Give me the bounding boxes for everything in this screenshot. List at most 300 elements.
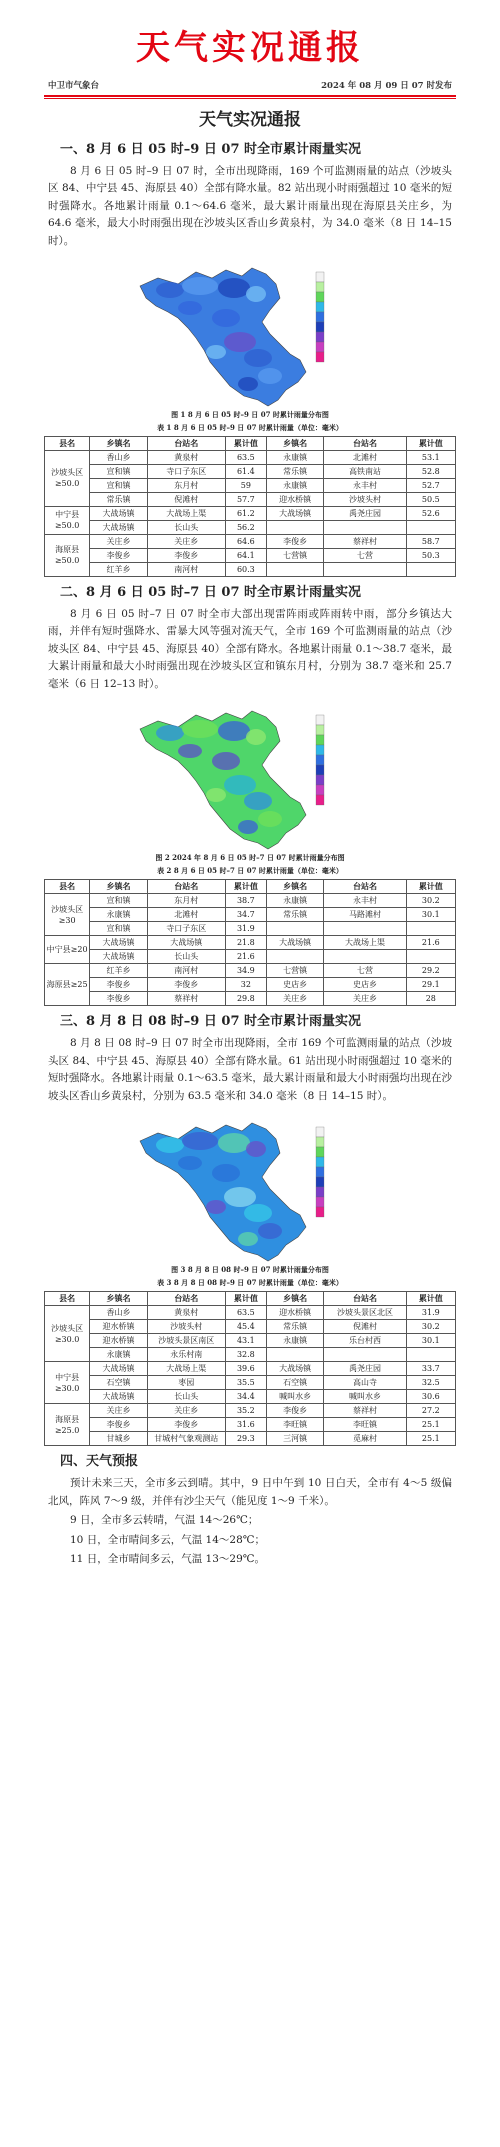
rain-patch: [182, 720, 218, 738]
table-cell: 觅麻村: [324, 1432, 406, 1446]
table-row: [45, 936, 456, 950]
forecast-line-1: 9 日，全市多云转晴，气温 14～26℃；: [70, 1514, 259, 1527]
publisher: 中卫市气象台: [48, 81, 100, 91]
table-cell: 21.8: [225, 936, 266, 950]
table-cell: 永丰村: [324, 894, 406, 908]
rain-patch: [206, 1200, 226, 1214]
table-cell: 七营: [324, 964, 406, 978]
table-header-cell: 县名: [45, 880, 90, 894]
table-row: [45, 964, 456, 978]
table-row: [45, 1376, 456, 1390]
table-cell: 香山乡: [90, 450, 148, 464]
table-cell: 大战场上渠: [147, 1362, 225, 1376]
table-cell: 甘城乡: [90, 1432, 148, 1446]
legend-swatch: [316, 1207, 324, 1217]
rain-patch: [212, 309, 240, 327]
table-cell: 31.6: [225, 1418, 266, 1432]
table-cell: 蔡祥村: [324, 534, 406, 548]
table-header-cell: 台站名: [147, 436, 225, 450]
table-cell: 喊叫水乡: [324, 1390, 406, 1404]
table-cell: 30.2: [406, 894, 455, 908]
table-cell: 高铁南站: [324, 464, 406, 478]
table-cell: 枣园: [147, 1376, 225, 1390]
rain-patch: [244, 792, 272, 810]
table-cell: 甘城村气象观测站: [147, 1432, 225, 1446]
table-cell: 21.6: [225, 950, 266, 964]
table-cell: 64.1: [225, 548, 266, 562]
table-cell: 30.1: [406, 1334, 455, 1348]
rainfall-table: [44, 1291, 456, 1446]
table-cell: 红羊乡: [90, 964, 148, 978]
table-cell: 61.2: [225, 506, 266, 520]
table-row: [45, 992, 456, 1006]
table-cell: 大战场镇: [90, 520, 148, 534]
table-cell: 39.6: [225, 1362, 266, 1376]
rain-patch: [178, 301, 202, 315]
table-header-cell: 县名: [45, 436, 90, 450]
table-cell: 大战场镇: [90, 1390, 148, 1404]
table-cell: [406, 922, 455, 936]
table-header-cell: 乡镇名: [90, 1292, 148, 1306]
rainfall-map: [130, 701, 370, 851]
table-cell: [406, 562, 455, 576]
table-cell: 南河村: [147, 964, 225, 978]
table-cell: 永丰村: [324, 478, 406, 492]
county-cell: 沙坡头区≥30: [45, 894, 90, 936]
table-header-cell: 乡镇名: [90, 436, 148, 450]
table-cell: 30.2: [406, 1320, 455, 1334]
table-cell: 常乐镇: [90, 492, 148, 506]
rain-patch: [206, 345, 226, 359]
table-header-cell: 台站名: [147, 880, 225, 894]
table-cell: 东月村: [147, 478, 225, 492]
legend-swatch: [316, 302, 324, 312]
table-caption: 表 1 8 月 6 日 05 时–9 日 07 时累计雨量（单位：毫米）: [157, 423, 343, 432]
county-cell: 中宁县≥20: [45, 936, 90, 964]
legend-swatch: [316, 765, 324, 775]
table-cell: [266, 922, 324, 936]
table-cell: 宣和镇: [90, 894, 148, 908]
table-cell: 43.1: [225, 1334, 266, 1348]
table-cell: 大战场镇: [266, 1362, 324, 1376]
table-cell: 21.6: [406, 936, 455, 950]
map-figure: [44, 701, 456, 851]
legend-swatch: [316, 332, 324, 342]
legend-swatch: [316, 312, 324, 322]
county-cell: 中宁县≥30.0: [45, 1362, 90, 1404]
map-figure: [44, 258, 456, 408]
table-row: [45, 1306, 456, 1320]
table-cell: 石空镇: [90, 1376, 148, 1390]
section-heading: 一、8 月 6 日 05 时–9 日 07 时全市累计雨量实况: [60, 141, 362, 157]
rain-patch: [224, 1187, 256, 1207]
legend-swatch: [316, 1137, 324, 1147]
table-header-row: [45, 880, 456, 894]
table-cell: 56.2: [225, 520, 266, 534]
table-cell: 52.8: [406, 464, 455, 478]
table-cell: 黄泉村: [147, 1306, 225, 1320]
table-cell: 李旺镇: [266, 1418, 324, 1432]
table-cell: 李俊乡: [90, 1418, 148, 1432]
table-cell: 永康镇: [90, 1348, 148, 1362]
table-cell: 60.3: [225, 562, 266, 576]
table-cell: 李俊乡: [147, 548, 225, 562]
table-cell: 倪滩村: [324, 1320, 406, 1334]
rain-patch: [212, 752, 240, 770]
county-cell: 海原县≥25: [45, 964, 90, 1006]
table-cell: 33.7: [406, 1362, 455, 1376]
table-header-cell: 乡镇名: [266, 880, 324, 894]
table-cell: 29.8: [225, 992, 266, 1006]
rain-patch: [182, 277, 218, 295]
masthead-title: 天气实况通报: [136, 28, 364, 68]
table-cell: 50.5: [406, 492, 455, 506]
table-cell: 禹尧庄园: [324, 506, 406, 520]
rainfall-table: [44, 436, 456, 577]
table-cell: 57.7: [225, 492, 266, 506]
table-cell: 南河村: [147, 562, 225, 576]
rain-patch: [212, 1164, 240, 1182]
table-header-cell: 乡镇名: [266, 1292, 324, 1306]
table-cell: 52.7: [406, 478, 455, 492]
table-cell: 蔡祥村: [324, 1404, 406, 1418]
rain-patch: [218, 1133, 250, 1153]
rain-patch: [156, 1137, 184, 1153]
table-cell: 29.2: [406, 964, 455, 978]
table-cell: [324, 562, 406, 576]
table-row: [45, 1404, 456, 1418]
table-cell: 迎水桥镇: [266, 492, 324, 506]
table-cell: [266, 520, 324, 534]
rainfall-table: [44, 879, 456, 1006]
table-cell: 寺口子东区: [147, 464, 225, 478]
table-cell: 长山头: [147, 1390, 225, 1404]
legend-swatch: [316, 292, 324, 302]
table-cell: 关庄乡: [324, 992, 406, 1006]
table-cell: 沙坡头景区北区: [324, 1306, 406, 1320]
figure-caption: 图 3 8 月 8 日 08 时–9 日 07 时累计雨量分布图: [171, 1265, 329, 1275]
rain-patch: [224, 332, 256, 352]
rain-patch: [178, 744, 202, 758]
table-cell: [266, 562, 324, 576]
table-cell: 东月村: [147, 894, 225, 908]
table-cell: 沙坡头村: [324, 492, 406, 506]
table-cell: 38.7: [225, 894, 266, 908]
table-cell: 关庄乡: [90, 1404, 148, 1418]
rain-patch: [246, 286, 266, 302]
table-cell: [406, 1348, 455, 1362]
legend-swatch: [316, 1127, 324, 1137]
table-cell: 30.1: [406, 908, 455, 922]
table-cell: [266, 950, 324, 964]
table-header-cell: 累计值: [406, 1292, 455, 1306]
table-cell: [324, 520, 406, 534]
table-row: [45, 464, 456, 478]
table-caption: 表 2 8 月 6 日 05 时–7 日 07 时累计雨量（单位：毫米）: [157, 866, 343, 876]
legend-swatch: [316, 322, 324, 332]
table-cell: 大战场镇: [90, 950, 148, 964]
legend-swatch: [316, 1147, 324, 1157]
table-row: [45, 492, 456, 506]
table-cell: 34.4: [225, 1390, 266, 1404]
table-caption: 表 3 8 月 8 日 08 时–9 日 07 时累计雨量（单位：毫米）: [157, 1278, 343, 1288]
table-header-cell: 台站名: [324, 1292, 406, 1306]
rain-patch: [182, 1132, 218, 1150]
table-cell: 史店乡: [324, 978, 406, 992]
table-cell: 李俊乡: [147, 978, 225, 992]
table-cell: 迎水桥镇: [266, 1306, 324, 1320]
table-row: [45, 506, 456, 520]
table-cell: 蔡祥村: [147, 992, 225, 1006]
table-cell: 七营: [324, 548, 406, 562]
rain-patch: [246, 729, 266, 745]
section-paragraph: 8 月 8 日 08 时–9 日 07 时全市出现降雨，全市 169 个可监测雨量的站点（沙坡头区 84、中宁县 45、海原县 40）全部有降水量。61 站出现小时雨强超过 10 毫米的短时强降水。各地累计雨量 0.1～63.5 毫米，最大累计雨量和最大小时雨强均出现在沙坡头区香山乡黄泉村，分别为 63.5 毫米和 34.0 毫米（8 日 14–15 时）。: [48, 1037, 452, 1102]
table-cell: 红羊乡: [90, 562, 148, 576]
table-cell: 大战场上渠: [147, 506, 225, 520]
table-cell: 七营镇: [266, 548, 324, 562]
table-row: [45, 450, 456, 464]
legend-swatch: [316, 745, 324, 755]
legend-swatch: [316, 282, 324, 292]
table-cell: 迎水桥镇: [90, 1334, 148, 1348]
table-cell: 53.1: [406, 450, 455, 464]
table-cell: 永康镇: [90, 908, 148, 922]
section-paragraph: 8 月 6 日 05 时–7 日 07 时全市大部出现雷阵雨或阵雨转中雨，部分乡镇达大雨，并伴有短时强降水、雷暴大风等强对流天气，全市 169 个可监测雨量的站点（沙坡头区 84、中宁县 45、海原县 40）全部有降水。各地累计雨量 0.1～38.7 毫米，最大累计雨量和最大小时雨强出现在沙坡头区宣和镇东月村，分别为 38.7 毫米和 25.7 毫米（6 日 12–13 时）。: [48, 607, 452, 690]
table-row: [45, 534, 456, 548]
table-cell: 大战场镇: [90, 936, 148, 950]
table-cell: 34.9: [225, 964, 266, 978]
table-header-cell: 累计值: [406, 436, 455, 450]
table-cell: 宣和镇: [90, 478, 148, 492]
rain-patch: [258, 368, 282, 384]
table-row: [45, 520, 456, 534]
table-cell: 大战场镇: [147, 936, 225, 950]
rain-patch: [258, 811, 282, 827]
table-header-cell: 县名: [45, 1292, 90, 1306]
table-header-cell: 累计值: [225, 436, 266, 450]
table-cell: 64.6: [225, 534, 266, 548]
table-cell: 沙坡头景区南区: [147, 1334, 225, 1348]
rain-patch: [258, 1223, 282, 1239]
rain-patch: [244, 349, 272, 367]
rain-patch: [206, 788, 226, 802]
table-row: [45, 1320, 456, 1334]
table-cell: 63.5: [225, 450, 266, 464]
table-cell: 大战场镇: [266, 936, 324, 950]
legend-swatch: [316, 1167, 324, 1177]
county-cell: 海原县≥50.0: [45, 534, 90, 576]
table-cell: 永乐村南: [147, 1348, 225, 1362]
county-cell: 中宁县≥50.0: [45, 506, 90, 534]
table-row: [45, 908, 456, 922]
table-cell: 李俊乡: [90, 978, 148, 992]
table-cell: 乐台村西: [324, 1334, 406, 1348]
rain-patch: [238, 377, 258, 391]
table-header-cell: 累计值: [406, 880, 455, 894]
table-row: [45, 562, 456, 576]
rain-patch: [238, 1232, 258, 1246]
table-header-row: [45, 1292, 456, 1306]
legend-swatch: [316, 272, 324, 282]
legend-swatch: [316, 725, 324, 735]
table-cell: 大战场镇: [90, 1362, 148, 1376]
rain-patch: [178, 1156, 202, 1170]
table-cell: 永康镇: [266, 1334, 324, 1348]
forecast-paragraph: 预计未来三天，全市多云到晴。其中，9 日中午到 10 日白天，全市有 4～5 级偏北风，阵风 7～9 级，并伴有沙尘天气（能见度 1～9 千米）。: [48, 1477, 452, 1507]
table-cell: 35.2: [225, 1404, 266, 1418]
table-cell: 宣和镇: [90, 464, 148, 478]
table-row: [45, 548, 456, 562]
table-row: [45, 950, 456, 964]
document-title: 天气实况通报: [199, 110, 301, 131]
legend-swatch: [316, 735, 324, 745]
table-row: [45, 1432, 456, 1446]
legend-swatch: [316, 785, 324, 795]
section-heading: 二、8 月 6 日 05 时–7 日 07 时全市累计雨量实况: [60, 584, 362, 600]
table-cell: 石空镇: [266, 1376, 324, 1390]
table-cell: 关庄乡: [90, 534, 148, 548]
forecast-heading: 四、天气预报: [60, 1454, 139, 1469]
rain-patch: [246, 1141, 266, 1157]
section-paragraph: 8 月 6 日 05 时–9 日 07 时，全市出现降雨，169 个可监测雨量的站点（沙坡头区 84、中宁县 45、海原县 40）全部有降水量。82 站出现小时雨强超过 10 毫米的短时强降水。各地累计雨量 0.1～64.6 毫米，最大累计雨量出现在海原县关庄乡，为 64.6 毫米，最大小时雨强出现在沙坡头区香山乡黄泉村，为 34.0 毫米（8 日 14–15 时）。: [48, 164, 452, 247]
table-cell: 喊叫水乡: [266, 1390, 324, 1404]
table-row: [45, 1348, 456, 1362]
figure-caption: 图 1 8 月 6 日 05 时–9 日 07 时累计雨量分布图: [171, 410, 329, 420]
table-cell: 迎水桥镇: [90, 1320, 148, 1334]
table-cell: 61.4: [225, 464, 266, 478]
table-cell: 30.6: [406, 1390, 455, 1404]
forecast-line-3: 11 日，全市晴间多云，气温 13～29℃。: [70, 1553, 266, 1566]
forecast-line-2: 10 日，全市晴间多云，气温 14～28℃；: [70, 1533, 266, 1546]
map-figure: [44, 1113, 456, 1263]
table-cell: 大战场镇: [266, 506, 324, 520]
county-cell: 海原县≥25.0: [45, 1404, 90, 1446]
rain-patch: [244, 1204, 272, 1222]
table-cell: [324, 950, 406, 964]
table-cell: 长山头: [147, 520, 225, 534]
legend-swatch: [316, 342, 324, 352]
table-cell: 寺口子东区: [147, 922, 225, 936]
table-cell: 高山寺: [324, 1376, 406, 1390]
legend-swatch: [316, 352, 324, 362]
table-row: [45, 1418, 456, 1432]
table-cell: 29.3: [225, 1432, 266, 1446]
table-row: [45, 894, 456, 908]
legend-swatch: [316, 1197, 324, 1207]
table-cell: 45.4: [225, 1320, 266, 1334]
table-cell: 32.5: [406, 1376, 455, 1390]
rain-patch: [156, 725, 184, 741]
table-row: [45, 1362, 456, 1376]
table-cell: 32.8: [225, 1348, 266, 1362]
table-cell: 27.2: [406, 1404, 455, 1418]
table-cell: 李旺镇: [324, 1418, 406, 1432]
table-cell: 倪滩村: [147, 492, 225, 506]
table-cell: 香山乡: [90, 1306, 148, 1320]
table-row: [45, 478, 456, 492]
table-cell: [406, 950, 455, 964]
table-cell: 李俊乡: [90, 548, 148, 562]
table-header-cell: 台站名: [324, 880, 406, 894]
legend-swatch: [316, 1157, 324, 1167]
table-cell: 28: [406, 992, 455, 1006]
rain-patch: [238, 820, 258, 834]
table-row: [45, 1390, 456, 1404]
legend-swatch: [316, 795, 324, 805]
table-cell: [324, 1348, 406, 1362]
table-cell: 常乐镇: [266, 1320, 324, 1334]
table-row: [45, 978, 456, 992]
table-cell: 58.7: [406, 534, 455, 548]
table-cell: [406, 520, 455, 534]
table-cell: 永康镇: [266, 894, 324, 908]
table-cell: 31.9: [406, 1306, 455, 1320]
table-cell: 35.5: [225, 1376, 266, 1390]
table-cell: [266, 1348, 324, 1362]
table-cell: 52.6: [406, 506, 455, 520]
table-cell: 大战场镇: [90, 506, 148, 520]
table-cell: 马路滩村: [324, 908, 406, 922]
table-cell: 25.1: [406, 1418, 455, 1432]
rain-patch: [218, 721, 250, 741]
legend-swatch: [316, 1177, 324, 1187]
rainfall-map: [130, 1113, 370, 1263]
table-cell: 关庄乡: [147, 1404, 225, 1418]
table-cell: 沙坡头村: [147, 1320, 225, 1334]
legend-swatch: [316, 755, 324, 765]
table-cell: [324, 922, 406, 936]
table-cell: 32: [225, 978, 266, 992]
table-header-row: [45, 436, 456, 450]
table-row: [45, 922, 456, 936]
table-cell: 34.7: [225, 908, 266, 922]
rainfall-map: [130, 258, 370, 408]
table-cell: 黄泉村: [147, 450, 225, 464]
table-cell: 禹尧庄园: [324, 1362, 406, 1376]
table-cell: 李俊乡: [266, 1404, 324, 1418]
table-cell: 七营镇: [266, 964, 324, 978]
table-cell: 三河镇: [266, 1432, 324, 1446]
table-cell: 宣和镇: [90, 922, 148, 936]
table-cell: 关庄乡: [266, 992, 324, 1006]
table-cell: 李俊乡: [266, 534, 324, 548]
table-cell: 永康镇: [266, 450, 324, 464]
table-header-cell: 乡镇名: [90, 880, 148, 894]
legend-swatch: [316, 775, 324, 785]
section-heading: 三、8 月 8 日 08 时–9 日 07 时全市累计雨量实况: [60, 1014, 362, 1030]
figure-caption: 图 2 2024 年 8 月 6 日 05 时–7 日 07 时累计雨量分布图: [155, 853, 345, 863]
table-cell: 31.9: [225, 922, 266, 936]
table-header-cell: 台站名: [324, 436, 406, 450]
table-header-cell: 乡镇名: [266, 436, 324, 450]
legend-swatch: [316, 715, 324, 725]
table-cell: 常乐镇: [266, 908, 324, 922]
table-cell: 25.1: [406, 1432, 455, 1446]
legend-swatch: [316, 1187, 324, 1197]
publish-date: 2024 年 08 月 09 日 07 时发布: [321, 81, 452, 91]
table-cell: 29.1: [406, 978, 455, 992]
table-cell: 北滩村: [324, 450, 406, 464]
table-cell: 大战场上渠: [324, 936, 406, 950]
table-header-cell: 累计值: [225, 880, 266, 894]
county-cell: 沙坡头区≥50.0: [45, 450, 90, 506]
rain-patch: [156, 282, 184, 298]
rain-patch: [224, 775, 256, 795]
table-cell: 长山头: [147, 950, 225, 964]
table-cell: 李俊乡: [90, 992, 148, 1006]
rain-patch: [218, 278, 250, 298]
table-cell: 史店乡: [266, 978, 324, 992]
